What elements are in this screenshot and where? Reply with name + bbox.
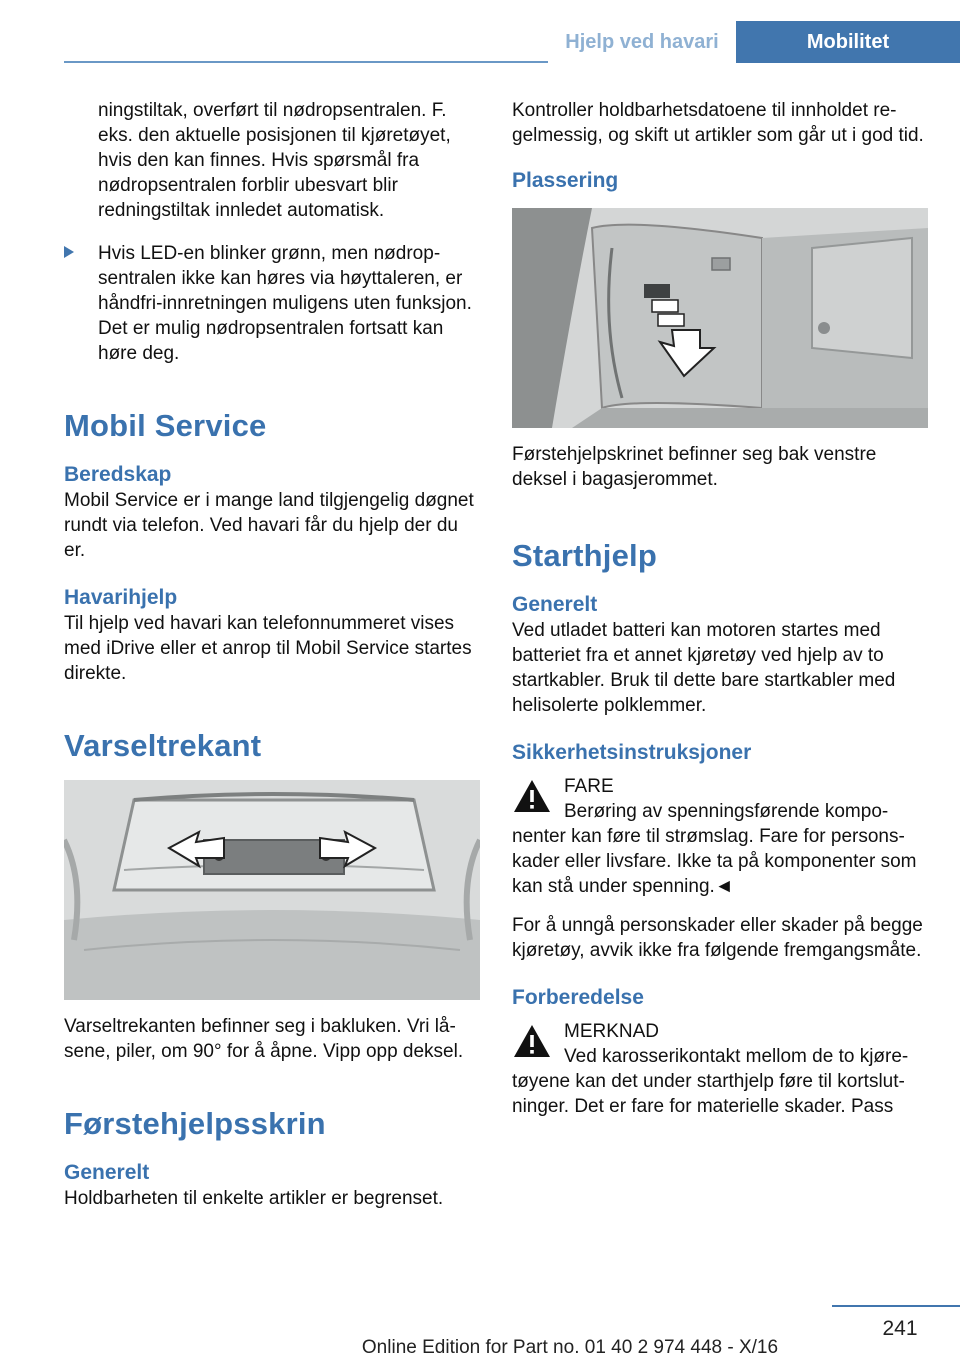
notice-text xyxy=(512,1044,928,1119)
tab-hjelp-ved-havari[interactable]: Hjelp ved havari xyxy=(548,21,736,63)
notice-label: MERKNAD xyxy=(564,1021,660,1042)
subtitle-generelt: Generelt xyxy=(64,1161,150,1184)
triangle-bullet-icon xyxy=(64,246,74,258)
subtitle-havarihjelp: Havarihjelp xyxy=(64,586,178,609)
notice-triangle-icon xyxy=(512,1023,552,1059)
section-title-mobil-service: Mobil Service xyxy=(64,408,267,443)
subtitle-forberedelse: Forberedelse xyxy=(512,986,644,1009)
bullet-text: Hvis LED-en blinker grønn, men nødropsentralen ikke kan høres via høyttaleren, er håndfri-innretningen muligens uten funksjon. Det er mulig nødropsentralen fortsatt kan høre deg. xyxy=(98,243,472,364)
right-column xyxy=(512,98,928,1119)
subtitle-sikkerhetsinstruksjoner: Sikkerhetsinstruksjoner xyxy=(512,741,752,764)
generelt-text: Holdbarheten til enkelte artikler er begrenset. xyxy=(64,1188,444,1209)
list-item xyxy=(64,241,480,366)
first-aid-location-photo xyxy=(512,208,928,428)
section-title-forstehjelpsskrin: Førstehjelpsskrin xyxy=(64,1106,326,1141)
left-column xyxy=(64,98,480,1211)
varseltrekant-caption: Varseltrekanten befinner seg i bakluken. Vri låsene, piler, om 90° for å åpne. Vipp opp deksel. xyxy=(64,1016,464,1062)
warning-triangle-icon xyxy=(512,778,552,814)
notice-text-content: Ved karosserikontakt mellom de to kjøretøyene kan det under starthjelp føre til kortslutninger. Det er fare for materielle skader. Pass xyxy=(512,1046,909,1117)
intro-paragraph: Kontroller holdbarhetsdatoene til innholdet regelmessig, og skift ut artikler som går ut i god tid. xyxy=(512,100,924,146)
plassering-caption: Førstehjelpskrinet befinner seg bak venstre deksel i bagasjerommet. xyxy=(512,444,877,490)
warning-triangle-photo xyxy=(64,780,480,1000)
danger-text xyxy=(512,799,928,899)
subtitle-beredskap: Beredskap xyxy=(64,463,172,486)
subtitle-generelt-starthjelp: Generelt xyxy=(512,593,598,616)
danger-label: FARE xyxy=(564,776,614,797)
havarihjelp-text: Til hjelp ved havari kan telefonnummeret vises med iDrive eller et anrop til Mobil Service startes direkte. xyxy=(64,613,472,684)
section-title-varseltrekant: Varseltrekant xyxy=(64,728,262,763)
page-number: 241 xyxy=(882,1317,918,1340)
subtitle-plassering: Plassering xyxy=(512,169,619,192)
continued-paragraph: ningstiltak, overført til nødropsentralen. F. eks. den aktuelle posisjonen til kjøretøyet, hvis den kan finnes. Hvis spørsmål fra nødropsentralen forblir ubesvart blir redningstiltak innledet automatisk. xyxy=(98,100,451,221)
danger-text-content: Berøring av spenningsførende komponenter kan føre til strømslag. Fare for personskader eller livsfare. Ikke ta på komponenter som kan stå under spenning.◄ xyxy=(512,801,917,897)
notice-block xyxy=(512,1019,928,1119)
tab-mobilitet[interactable]: Mobilitet xyxy=(736,21,960,63)
footer-rule xyxy=(832,1305,960,1307)
edition-footer: Online Edition for Part no. 01 40 2 974 448 - X/16 xyxy=(361,1337,779,1358)
beredskap-text: Mobil Service er i mange land tilgjengelig døgnet rundt via telefon. Ved havari får du hjelp der du er. xyxy=(64,490,474,561)
danger-notice xyxy=(512,774,928,899)
section-title-starthjelp: Starthjelp xyxy=(512,538,657,573)
unnga-text: For å unngå personskader eller skader på begge kjøretøy, avvik ikke fra følgende fremgangsmåte. xyxy=(512,915,923,961)
starthjelp-generelt-text: Ved utladet batteri kan motoren startes med batteriet fra et annet kjøretøy ved hjelp av to startkabler. Bruk til dette bare startkabler med helisolerte polklemmer. xyxy=(512,620,896,716)
